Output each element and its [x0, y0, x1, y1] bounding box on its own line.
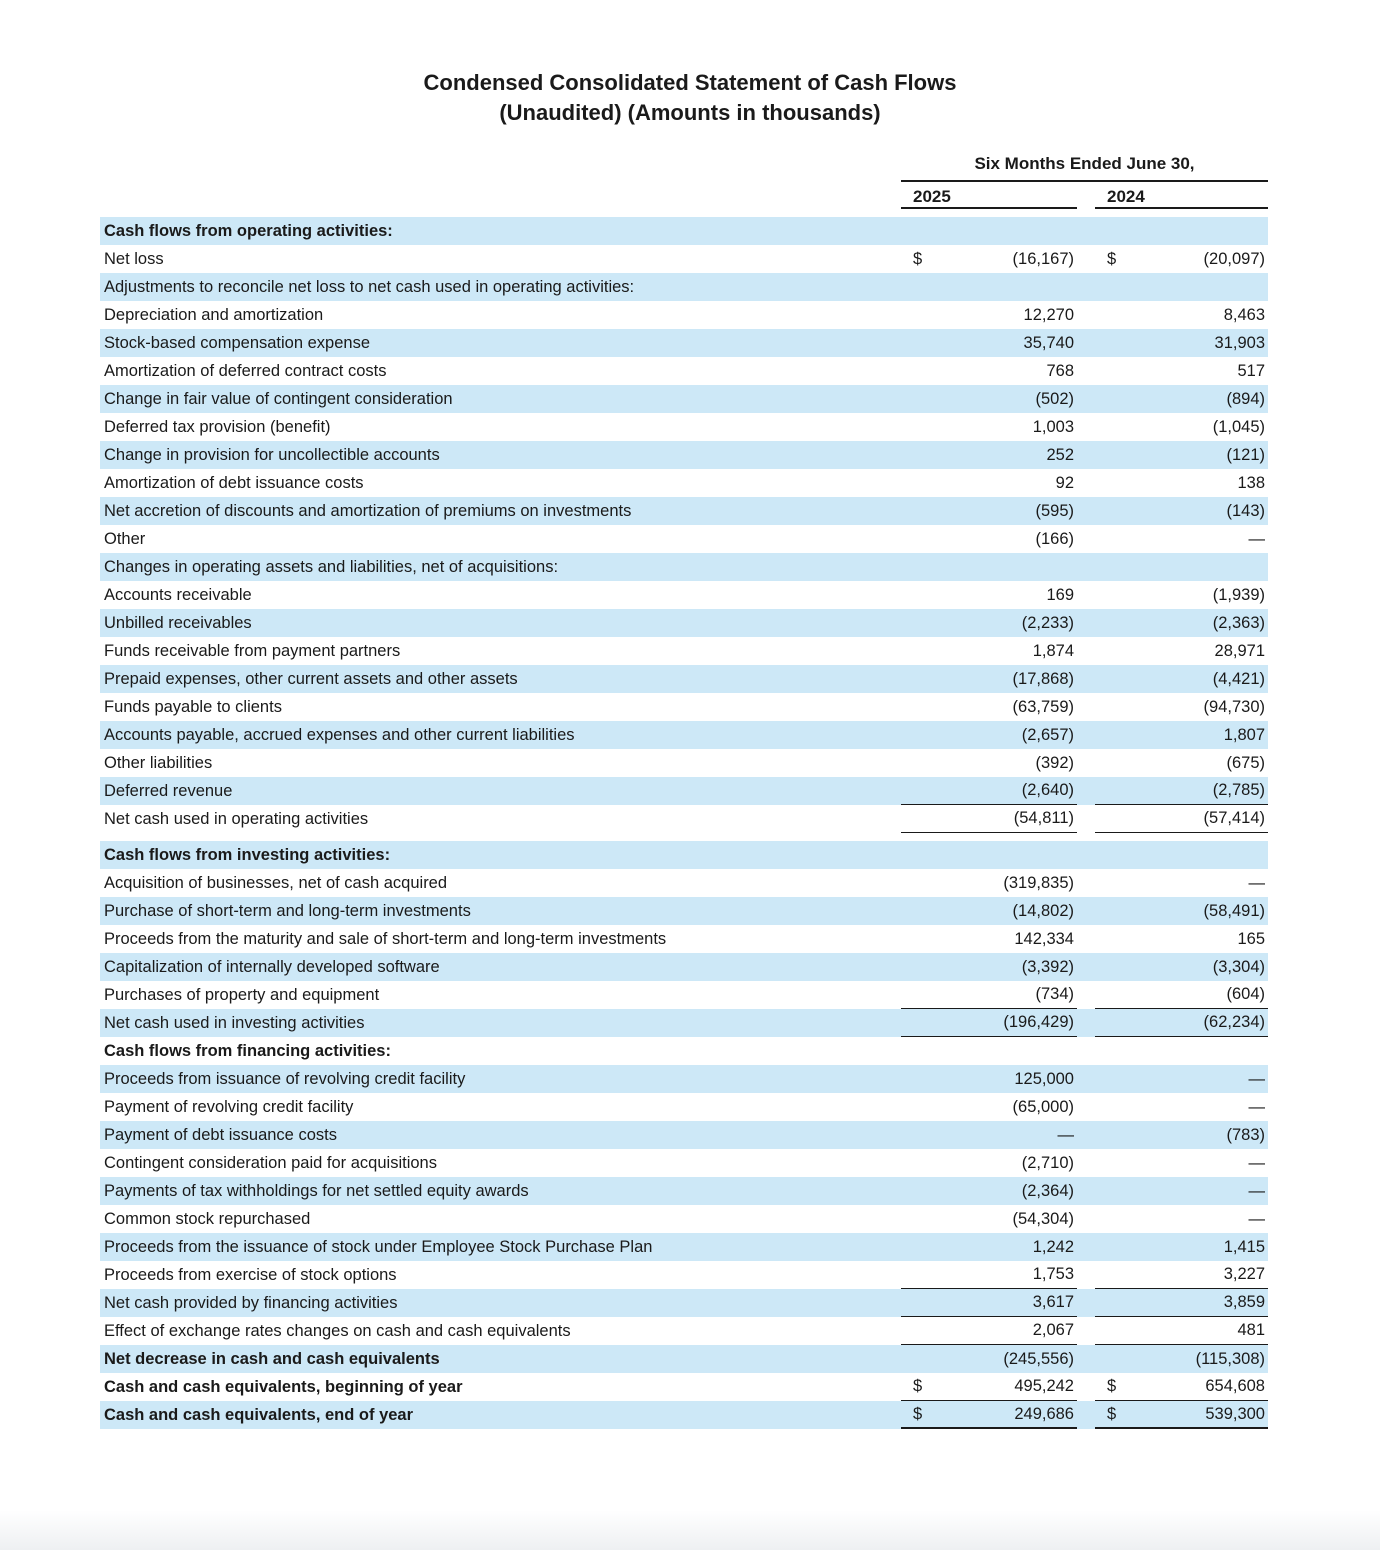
table-row	[100, 1401, 1268, 1429]
value-2024-cell	[1095, 1149, 1268, 1177]
value-2025-cell	[901, 525, 1077, 553]
value: (57,414)	[1203, 809, 1265, 827]
title-line-2: (Unaudited) (Amounts in thousands)	[499, 100, 881, 125]
value: (166)	[1035, 529, 1074, 548]
row-label: Depreciation and amortization	[104, 305, 324, 324]
value: —	[1248, 1181, 1265, 1200]
value-2024-cell	[1095, 357, 1268, 385]
table-row	[100, 1093, 1268, 1121]
value: 252	[1046, 445, 1074, 464]
value-2025-cell	[901, 1373, 1077, 1401]
value: 138	[1237, 473, 1265, 492]
value-2024-cell	[1095, 301, 1268, 329]
value-2024-cell	[1095, 1205, 1268, 1233]
value-2025-cell	[901, 553, 1077, 581]
row-label: Cash flows from financing activities:	[104, 1041, 391, 1060]
table-row	[100, 385, 1268, 413]
value-2025-cell	[901, 953, 1077, 981]
value-2024-cell	[1095, 777, 1268, 805]
row-label: Contingent consideration paid for acquisitions	[104, 1153, 437, 1172]
row-label: Other liabilities	[104, 753, 213, 772]
value-2024-cell	[1095, 805, 1268, 833]
value: 654,608	[1205, 1377, 1265, 1395]
row-label: Amortization of debt issuance costs	[104, 473, 364, 492]
table-row	[100, 897, 1268, 925]
row-label: Net loss	[104, 249, 164, 268]
value: (245,556)	[1003, 1349, 1074, 1368]
row-label: Acquisition of businesses, net of cash acquired	[104, 873, 448, 892]
table-row	[100, 925, 1268, 953]
value: 481	[1237, 1321, 1265, 1339]
row-label: Deferred revenue	[104, 781, 233, 800]
table-row	[100, 441, 1268, 469]
table-row	[100, 777, 1268, 805]
value: (94,730)	[1203, 697, 1265, 716]
value: (121)	[1226, 445, 1265, 464]
header-spacer	[100, 187, 901, 209]
value: 1,003	[1032, 417, 1074, 436]
value: (2,363)	[1212, 613, 1265, 632]
table-row	[100, 273, 1268, 301]
table-row	[100, 497, 1268, 525]
value-2024-cell	[1095, 469, 1268, 497]
dollar-sign: $	[1107, 249, 1117, 268]
table-row	[100, 357, 1268, 385]
value-2024-cell	[1095, 245, 1268, 273]
value-2024-cell	[1095, 441, 1268, 469]
value-2024-cell	[1095, 581, 1268, 609]
value-2024-cell	[1095, 637, 1268, 665]
value: —	[1248, 1069, 1265, 1088]
table-row	[100, 749, 1268, 777]
value: 31,903	[1214, 333, 1265, 352]
value: 1,874	[1032, 641, 1074, 660]
value-2024-cell	[1095, 1037, 1268, 1065]
value: 768	[1046, 361, 1074, 380]
row-label: Funds payable to clients	[104, 697, 282, 716]
dollar-sign: $	[1107, 1377, 1117, 1395]
value: (734)	[1035, 985, 1074, 1003]
value-2025-cell	[901, 721, 1077, 749]
value: (14,802)	[1012, 901, 1074, 920]
value: 12,270	[1023, 305, 1074, 324]
row-label: Amortization of deferred contract costs	[104, 361, 387, 380]
value-2024-cell	[1095, 1233, 1268, 1261]
table-row	[100, 1261, 1268, 1289]
value-2024-cell	[1095, 1177, 1268, 1205]
value: (2,785)	[1212, 781, 1265, 799]
value: 517	[1237, 361, 1265, 380]
value: 169	[1046, 585, 1074, 604]
value: (595)	[1035, 501, 1074, 520]
value: 142,334	[1014, 929, 1074, 948]
table-row	[100, 1289, 1268, 1317]
value: 539,300	[1205, 1404, 1265, 1423]
row-label: Accounts receivable	[104, 585, 252, 604]
value: (319,835)	[1003, 873, 1074, 892]
table-row	[100, 553, 1268, 581]
row-label: Funds receivable from payment partners	[104, 641, 401, 660]
row-label: Stock-based compensation expense	[104, 333, 370, 352]
table-row	[100, 637, 1268, 665]
value-2025-cell	[901, 581, 1077, 609]
value: (1,939)	[1212, 585, 1265, 604]
value-2025-cell	[901, 273, 1077, 301]
table-row	[100, 805, 1268, 841]
value-2024-cell	[1095, 953, 1268, 981]
value: (502)	[1035, 389, 1074, 408]
value: (4,421)	[1212, 669, 1265, 688]
value-2025-cell	[901, 1401, 1077, 1429]
value-2025-cell	[901, 385, 1077, 413]
value: (58,491)	[1203, 901, 1265, 920]
value: —	[1248, 529, 1265, 548]
value-2025-cell	[901, 1289, 1077, 1317]
value: 125,000	[1014, 1069, 1074, 1088]
period-header-row	[100, 154, 1268, 182]
value-2025-cell	[901, 841, 1077, 869]
value-2024-cell	[1095, 841, 1268, 869]
table-row	[100, 981, 1268, 1009]
table-row	[100, 301, 1268, 329]
value: (16,167)	[1012, 249, 1074, 268]
row-label: Purchase of short-term and long-term investments	[104, 901, 471, 920]
row-label: Other	[104, 529, 146, 548]
value: (392)	[1035, 753, 1074, 772]
value-2025-cell	[901, 693, 1077, 721]
year-header-row	[100, 187, 1268, 209]
value-2025-cell	[901, 1065, 1077, 1093]
value-2024-cell	[1095, 925, 1268, 953]
value: —	[1248, 873, 1265, 892]
value: (2,710)	[1021, 1153, 1074, 1172]
row-label: Prepaid expenses, other current assets and other assets	[104, 669, 518, 688]
row-label: Net accretion of discounts and amortization of premiums on investments	[104, 501, 632, 520]
value-2025-cell	[901, 245, 1077, 273]
value-2024-cell	[1095, 1317, 1268, 1345]
value-2025-cell	[901, 897, 1077, 925]
value-2025-cell	[901, 1317, 1077, 1345]
table-row	[100, 1149, 1268, 1177]
value: (604)	[1226, 985, 1265, 1003]
value: 1,415	[1223, 1237, 1265, 1256]
value: (54,811)	[1013, 809, 1074, 827]
value: (17,868)	[1012, 669, 1074, 688]
table-row	[100, 1205, 1268, 1233]
value: (2,640)	[1021, 781, 1074, 799]
value-2025-cell	[901, 869, 1077, 897]
row-label: Payments of tax withholdings for net settled equity awards	[104, 1181, 529, 1200]
row-label: Cash flows from investing activities:	[104, 845, 391, 864]
table-row	[100, 245, 1268, 273]
value-2025-cell	[901, 469, 1077, 497]
row-label: Deferred tax provision (benefit)	[104, 417, 331, 436]
value-2025-cell	[901, 1093, 1077, 1121]
value-2024-cell	[1095, 981, 1268, 1009]
value: 2,067	[1032, 1321, 1074, 1339]
table-row	[100, 1373, 1268, 1401]
value-2025-cell	[901, 1345, 1077, 1373]
row-label: Cash flows from operating activities:	[104, 221, 393, 240]
table-row	[100, 609, 1268, 637]
value: (2,657)	[1021, 725, 1074, 744]
value: 3,617	[1032, 1293, 1074, 1311]
row-label: Capitalization of internally developed software	[104, 957, 440, 976]
dollar-sign: $	[913, 249, 923, 268]
value-2024-cell	[1095, 1289, 1268, 1317]
row-label: Changes in operating assets and liabilities, net of acquisitions:	[104, 557, 559, 576]
value-2025-cell	[901, 217, 1077, 245]
value: 8,463	[1223, 305, 1265, 324]
table-row	[100, 469, 1268, 497]
table-row	[100, 525, 1268, 553]
value-2024-cell	[1095, 1065, 1268, 1093]
table-row	[100, 841, 1268, 869]
row-label: Proceeds from the issuance of stock under Employee Stock Purchase Plan	[104, 1237, 653, 1256]
row-label: Common stock repurchased	[104, 1209, 311, 1228]
table-row	[100, 665, 1268, 693]
value-2024-cell	[1095, 897, 1268, 925]
value: —	[1057, 1125, 1074, 1144]
table-row	[100, 953, 1268, 981]
value: —	[1248, 1097, 1265, 1116]
table-row	[100, 1177, 1268, 1205]
value: (1,045)	[1212, 417, 1265, 436]
value-2025-cell	[901, 609, 1077, 637]
value: 92	[1055, 473, 1074, 492]
value-2024-cell	[1095, 1093, 1268, 1121]
value-2025-cell	[901, 749, 1077, 777]
dollar-sign: $	[913, 1404, 923, 1423]
value-2025-cell	[901, 981, 1077, 1009]
value: (54,304)	[1012, 1209, 1074, 1228]
value: (143)	[1226, 501, 1265, 520]
value: (115,308)	[1195, 1349, 1265, 1368]
row-label: Cash and cash equivalents, beginning of year	[104, 1377, 463, 1396]
value-2025-cell	[901, 777, 1077, 805]
value-2024-cell	[1095, 665, 1268, 693]
value-2024-cell	[1095, 869, 1268, 897]
value-2024-cell	[1095, 1121, 1268, 1149]
value-2025-cell	[901, 1149, 1077, 1177]
row-label: Payment of revolving credit facility	[104, 1097, 354, 1116]
value: (3,304)	[1212, 957, 1265, 976]
dollar-sign: $	[913, 1377, 923, 1395]
value: 1,753	[1032, 1265, 1074, 1283]
table-row	[100, 693, 1268, 721]
row-label: Net cash used in operating activities	[104, 810, 369, 828]
value: (20,097)	[1203, 249, 1265, 268]
column-header-2024: 2024	[1095, 187, 1268, 209]
value-2025-cell	[901, 925, 1077, 953]
value-2024-cell	[1095, 749, 1268, 777]
value-2025-cell	[901, 413, 1077, 441]
row-label: Proceeds from issuance of revolving credit facility	[104, 1069, 466, 1088]
value-2024-cell	[1095, 693, 1268, 721]
value-2024-cell	[1095, 525, 1268, 553]
column-gap	[1077, 187, 1095, 209]
value: (196,429)	[1003, 1013, 1074, 1031]
period-label: Six Months Ended June 30,	[901, 154, 1268, 182]
value: (65,000)	[1012, 1097, 1074, 1116]
table-row	[100, 329, 1268, 357]
value-2025-cell	[901, 1009, 1077, 1037]
row-label: Net cash used in investing activities	[104, 1013, 365, 1032]
value-2024-cell	[1095, 1401, 1268, 1429]
table-row	[100, 1009, 1268, 1037]
row-label: Adjustments to reconcile net loss to net cash used in operating activities:	[104, 277, 635, 296]
row-label: Payment of debt issuance costs	[104, 1125, 337, 1144]
value: 495,242	[1014, 1377, 1074, 1395]
value-2025-cell	[901, 665, 1077, 693]
value-2024-cell	[1095, 497, 1268, 525]
value-2025-cell	[901, 637, 1077, 665]
value-2025-cell	[901, 1261, 1077, 1289]
table-row	[100, 217, 1268, 245]
row-label: Cash and cash equivalents, end of year	[104, 1405, 414, 1424]
title-line-1: Condensed Consolidated Statement of Cash Flows	[423, 70, 957, 95]
table-row	[100, 1345, 1268, 1373]
value-2024-cell	[1095, 609, 1268, 637]
value: 165	[1237, 929, 1265, 948]
table-row	[100, 1065, 1268, 1093]
table-row	[100, 581, 1268, 609]
value-2024-cell	[1095, 721, 1268, 749]
page-title	[0, 68, 1380, 128]
value: 249,686	[1014, 1404, 1074, 1423]
value: —	[1248, 1209, 1265, 1228]
row-label: Change in provision for uncollectible accounts	[104, 445, 440, 464]
value-2024-cell	[1095, 553, 1268, 581]
value-2025-cell	[901, 1121, 1077, 1149]
value-2025-cell	[901, 1233, 1077, 1261]
value: —	[1248, 1153, 1265, 1172]
row-label: Proceeds from the maturity and sale of short-term and long-term investments	[104, 929, 667, 948]
value: (2,364)	[1021, 1181, 1074, 1200]
value-2024-cell	[1095, 273, 1268, 301]
value: (62,234)	[1203, 1013, 1265, 1031]
row-label: Accounts payable, accrued expenses and other current liabilities	[104, 725, 575, 744]
value-2024-cell	[1095, 217, 1268, 245]
value-2025-cell	[901, 441, 1077, 469]
table-row	[100, 869, 1268, 897]
table-row	[100, 1121, 1268, 1149]
value: 1,807	[1223, 725, 1265, 744]
row-label: Unbilled receivables	[104, 613, 252, 632]
row-label: Proceeds from exercise of stock options	[104, 1265, 397, 1284]
value-2025-cell	[901, 497, 1077, 525]
value: (3,392)	[1021, 957, 1074, 976]
table-row	[100, 1317, 1268, 1345]
table-row	[100, 1233, 1268, 1261]
value: (783)	[1226, 1125, 1265, 1144]
column-header-2025: 2025	[901, 187, 1077, 209]
row-label: Change in fair value of contingent consideration	[104, 389, 453, 408]
value-2024-cell	[1095, 385, 1268, 413]
table-row	[100, 413, 1268, 441]
value-2024-cell	[1095, 1373, 1268, 1401]
value: (2,233)	[1021, 613, 1074, 632]
value-2024-cell	[1095, 329, 1268, 357]
cash-flow-statement-page	[0, 68, 1380, 1550]
value-2025-cell	[901, 329, 1077, 357]
value: 3,859	[1223, 1293, 1265, 1311]
table-row	[100, 1037, 1268, 1065]
value-2024-cell	[1095, 1345, 1268, 1373]
value-2025-cell	[901, 805, 1077, 833]
value-2024-cell	[1095, 1009, 1268, 1037]
value-2025-cell	[901, 1177, 1077, 1205]
value: 28,971	[1214, 641, 1265, 660]
value-2025-cell	[901, 357, 1077, 385]
cash-flow-table	[100, 154, 1268, 1429]
table-row	[100, 721, 1268, 749]
value: (894)	[1226, 389, 1265, 408]
value: 3,227	[1223, 1265, 1265, 1283]
value: 35,740	[1023, 333, 1074, 352]
table-body	[100, 217, 1268, 1429]
row-label: Net cash provided by financing activities	[104, 1293, 398, 1312]
row-label: Effect of exchange rates changes on cash and cash equivalents	[104, 1321, 571, 1340]
value: (63,759)	[1012, 697, 1074, 716]
header-spacer	[100, 154, 901, 182]
dollar-sign: $	[1107, 1404, 1117, 1423]
value-2024-cell	[1095, 413, 1268, 441]
value: 1,242	[1032, 1237, 1074, 1256]
value: (675)	[1226, 753, 1265, 772]
value-2025-cell	[901, 301, 1077, 329]
value-2025-cell	[901, 1037, 1077, 1065]
row-label: Purchases of property and equipment	[104, 985, 380, 1004]
row-label: Net decrease in cash and cash equivalents	[104, 1349, 440, 1368]
value-2024-cell	[1095, 1261, 1268, 1289]
value-2025-cell	[901, 1205, 1077, 1233]
